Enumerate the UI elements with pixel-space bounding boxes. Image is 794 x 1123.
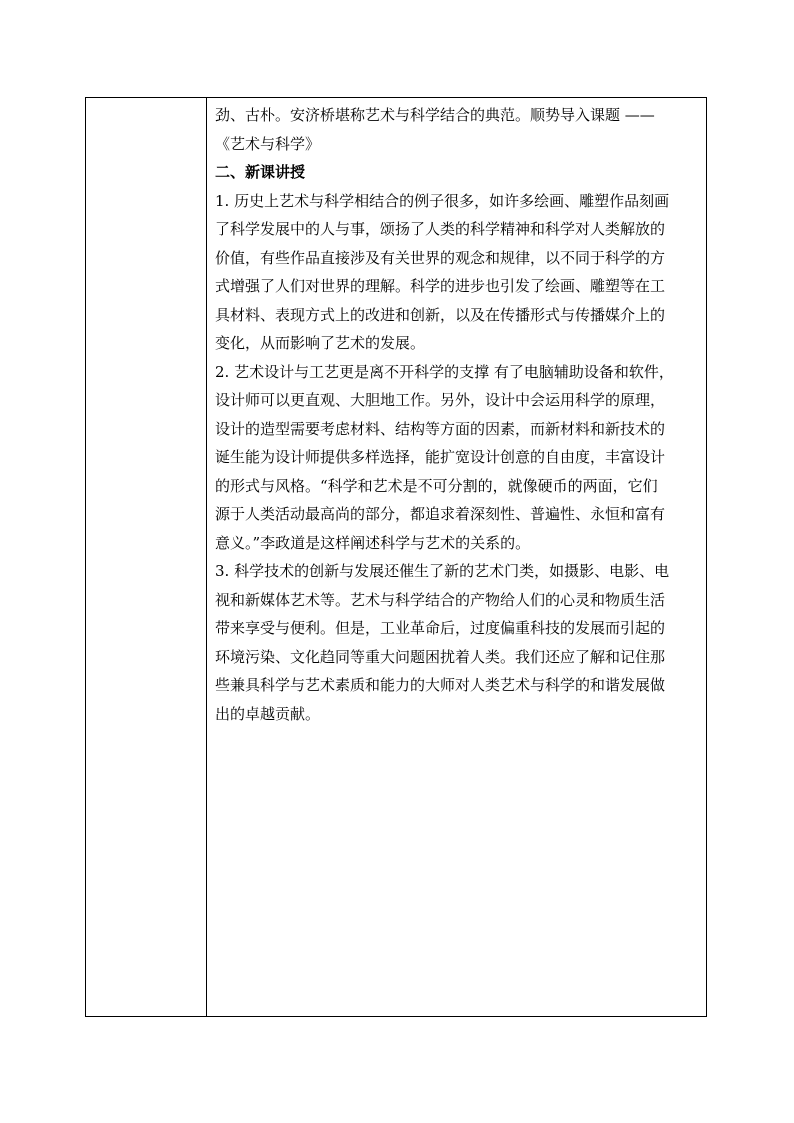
text-line: 3. 科学技术的创新与发展还催生了新的艺术门类，如摄影、电影、电 — [215, 562, 670, 580]
text-line: 1. 历史上艺术与科学相结合的例子很多，如许多绘画、雕塑作品刻画 — [215, 191, 670, 210]
text-line: 诞生能为设计师提供多样选择，能扩宽设计创意的自由度，丰富设计 — [215, 448, 666, 466]
text-line: 些兼具科学与艺术素质和能力的大师对人类艺术与科学的和谐发展做 — [215, 676, 666, 694]
lesson-table — [85, 97, 707, 1017]
text-line: 的形式与风格。“科学和艺术是不可分割的，就像硬币的两面，它们 — [215, 476, 658, 495]
table-content-cell — [207, 98, 706, 1016]
text-line: 意义。”李政道是这样阐述科学与艺术的关系的。 — [215, 533, 531, 552]
text-line: 设计师可以更直观、大胆地工作。另外，设计中会运用科学的原理， — [215, 391, 666, 409]
text-line: 具材料、表现方式上的改进和创新，以及在传播形式与传播媒介上的 — [215, 305, 666, 324]
text-line: 式增强了人们对世界的理解。科学的进步也引发了绘画、雕塑等在工 — [215, 277, 666, 295]
text-line: 环境污染、文化趋同等重大问题困扰着人类。我们还应了解和记住那 — [215, 647, 666, 666]
text-line: 了科学发展中的人与事，颂扬了人类的科学精神和科学对人类解放的 — [215, 220, 666, 238]
text-line: 设计的造型需要考虑材料、结构等方面的因素，而新材料和新技术的 — [215, 419, 666, 438]
text-line: 源于人类活动最高尚的部分，都追求着深刻性、普遍性、永恒和富有 — [215, 505, 666, 523]
text-line: 带来享受与便利。但是，工业革命后，过度偏重科技的发展而引起的 — [215, 619, 666, 637]
text-line: 视和新媒体艺术等。艺术与科学结合的产物给人们的心灵和物质生活 — [215, 590, 666, 609]
table-left-cell — [86, 98, 207, 1016]
text-line: 变化，从而影响了艺术的发展。 — [215, 334, 426, 352]
text-line: 价值，有些作品直接涉及有关世界的观念和规律，以不同于科学的方 — [215, 248, 666, 267]
text-line: 《艺术与科学》 — [215, 134, 321, 153]
text-line: 出的卓越贡献。 — [215, 704, 321, 723]
text-line: 劲、古朴。安济桥堪称艺术与科学结合的典范。顺势导入课题 —— — [215, 106, 655, 124]
section-heading: 二、新课讲授 — [215, 163, 306, 181]
text-line: 2. 艺术设计与工艺更是离不开科学的支撑 有了电脑辅助设备和软件， — [215, 362, 674, 381]
